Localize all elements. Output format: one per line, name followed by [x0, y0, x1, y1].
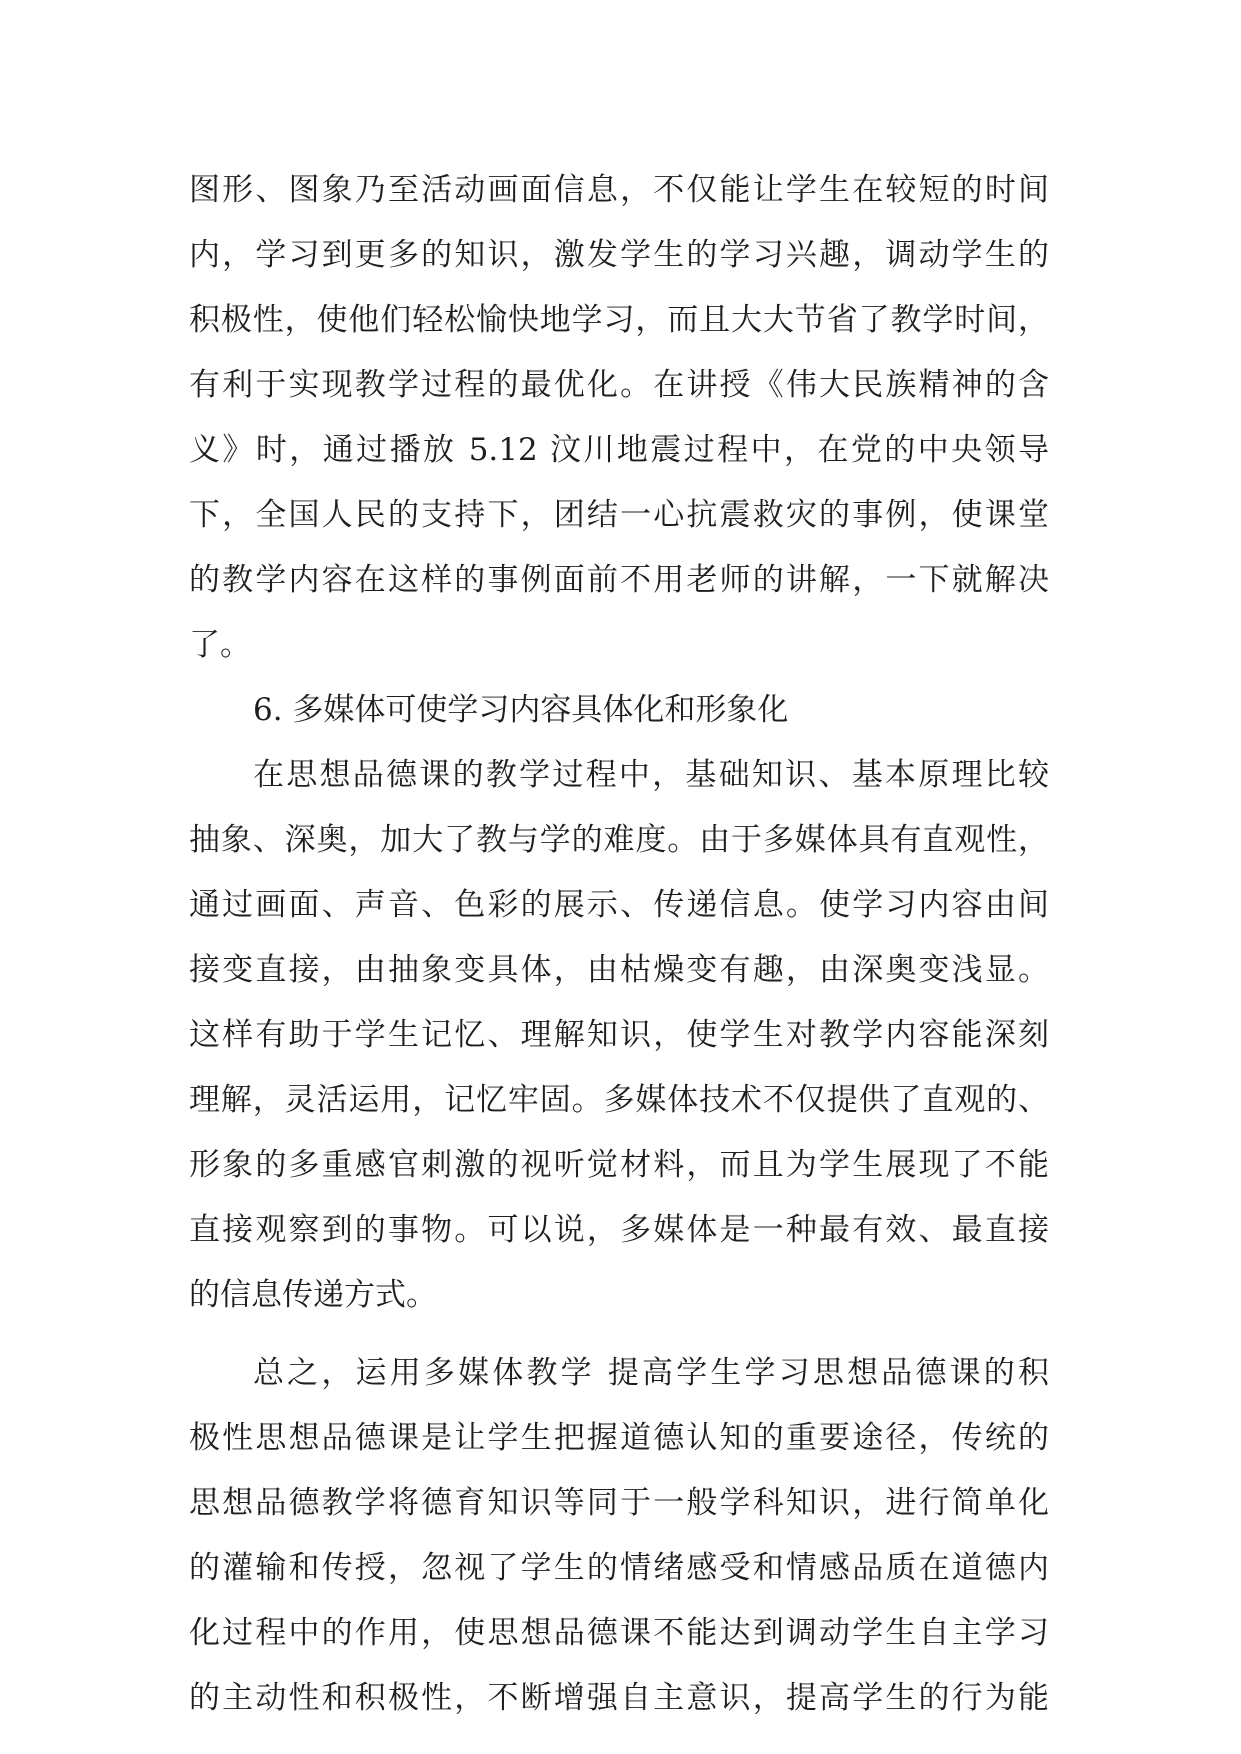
text-line: 极性思想品德课是让学生把握道德认知的重要途径，传统的	[189, 1420, 1049, 1456]
text-line: 总之，运用多媒体教学 提高学生学习思想品德课的积	[253, 1355, 1049, 1391]
text-line: 通过画面、声音、色彩的展示、传递信息。使学习内容由间	[189, 887, 1049, 923]
text-line: 思想品德教学将德育知识等同于一般学科知识，进行简单化	[189, 1485, 1049, 1521]
text-line: 内，学习到更多的知识，激发学生的学习兴趣，调动学生的	[189, 237, 1049, 273]
text-line: 图形、图象乃至活动画面信息，不仅能让学生在较短的时间	[189, 172, 1049, 208]
text-line: 化过程中的作用，使思想品德课不能达到调动学生自主学习	[189, 1615, 1049, 1651]
text-line: 下，全国人民的支持下，团结一心抗震救灾的事例，使课堂	[189, 497, 1049, 533]
text-line: 的教学内容在这样的事例面前不用老师的讲解，一下就解决	[189, 562, 1049, 598]
text-line: 的灌输和传授，忽视了学生的情绪感受和情感品质在道德内	[189, 1550, 1049, 1586]
text-line: 积极性，使他们轻松愉快地学习，而且大大节省了教学时间，	[189, 302, 1049, 338]
text-line: 有利于实现教学过程的最优化。在讲授《伟大民族精神的含	[189, 367, 1049, 403]
text-line: 义》时，通过播放 5.12 汶川地震过程中，在党的中央领导	[189, 432, 1049, 468]
section-heading: 6. 多媒体可使学习内容具体化和形象化	[253, 692, 789, 728]
text-line: 接变直接，由抽象变具体，由枯燥变有趣，由深奥变浅显。	[189, 952, 1049, 988]
text-line: 的主动性和积极性，不断增强自主意识，提高学生的行为能	[189, 1680, 1049, 1716]
text-line: 抽象、深奥，加大了教与学的难度。由于多媒体具有直观性，	[189, 822, 1049, 858]
text-line: 理解，灵活运用，记忆牢固。多媒体技术不仅提供了直观的、	[189, 1082, 1049, 1118]
text-line: 的信息传递方式。	[189, 1277, 437, 1313]
text-line: 形象的多重感官刺激的视听觉材料，而且为学生展现了不能	[189, 1147, 1049, 1183]
text-line: 这样有助于学生记忆、理解知识，使学生对教学内容能深刻	[189, 1017, 1049, 1053]
text-line: 在思想品德课的教学过程中，基础知识、基本原理比较	[253, 757, 1049, 793]
body-text	[189, 158, 1049, 1731]
text-line: 了。	[189, 627, 251, 663]
text-line: 直接观察到的事物。可以说，多媒体是一种最有效、最直接	[189, 1212, 1049, 1248]
